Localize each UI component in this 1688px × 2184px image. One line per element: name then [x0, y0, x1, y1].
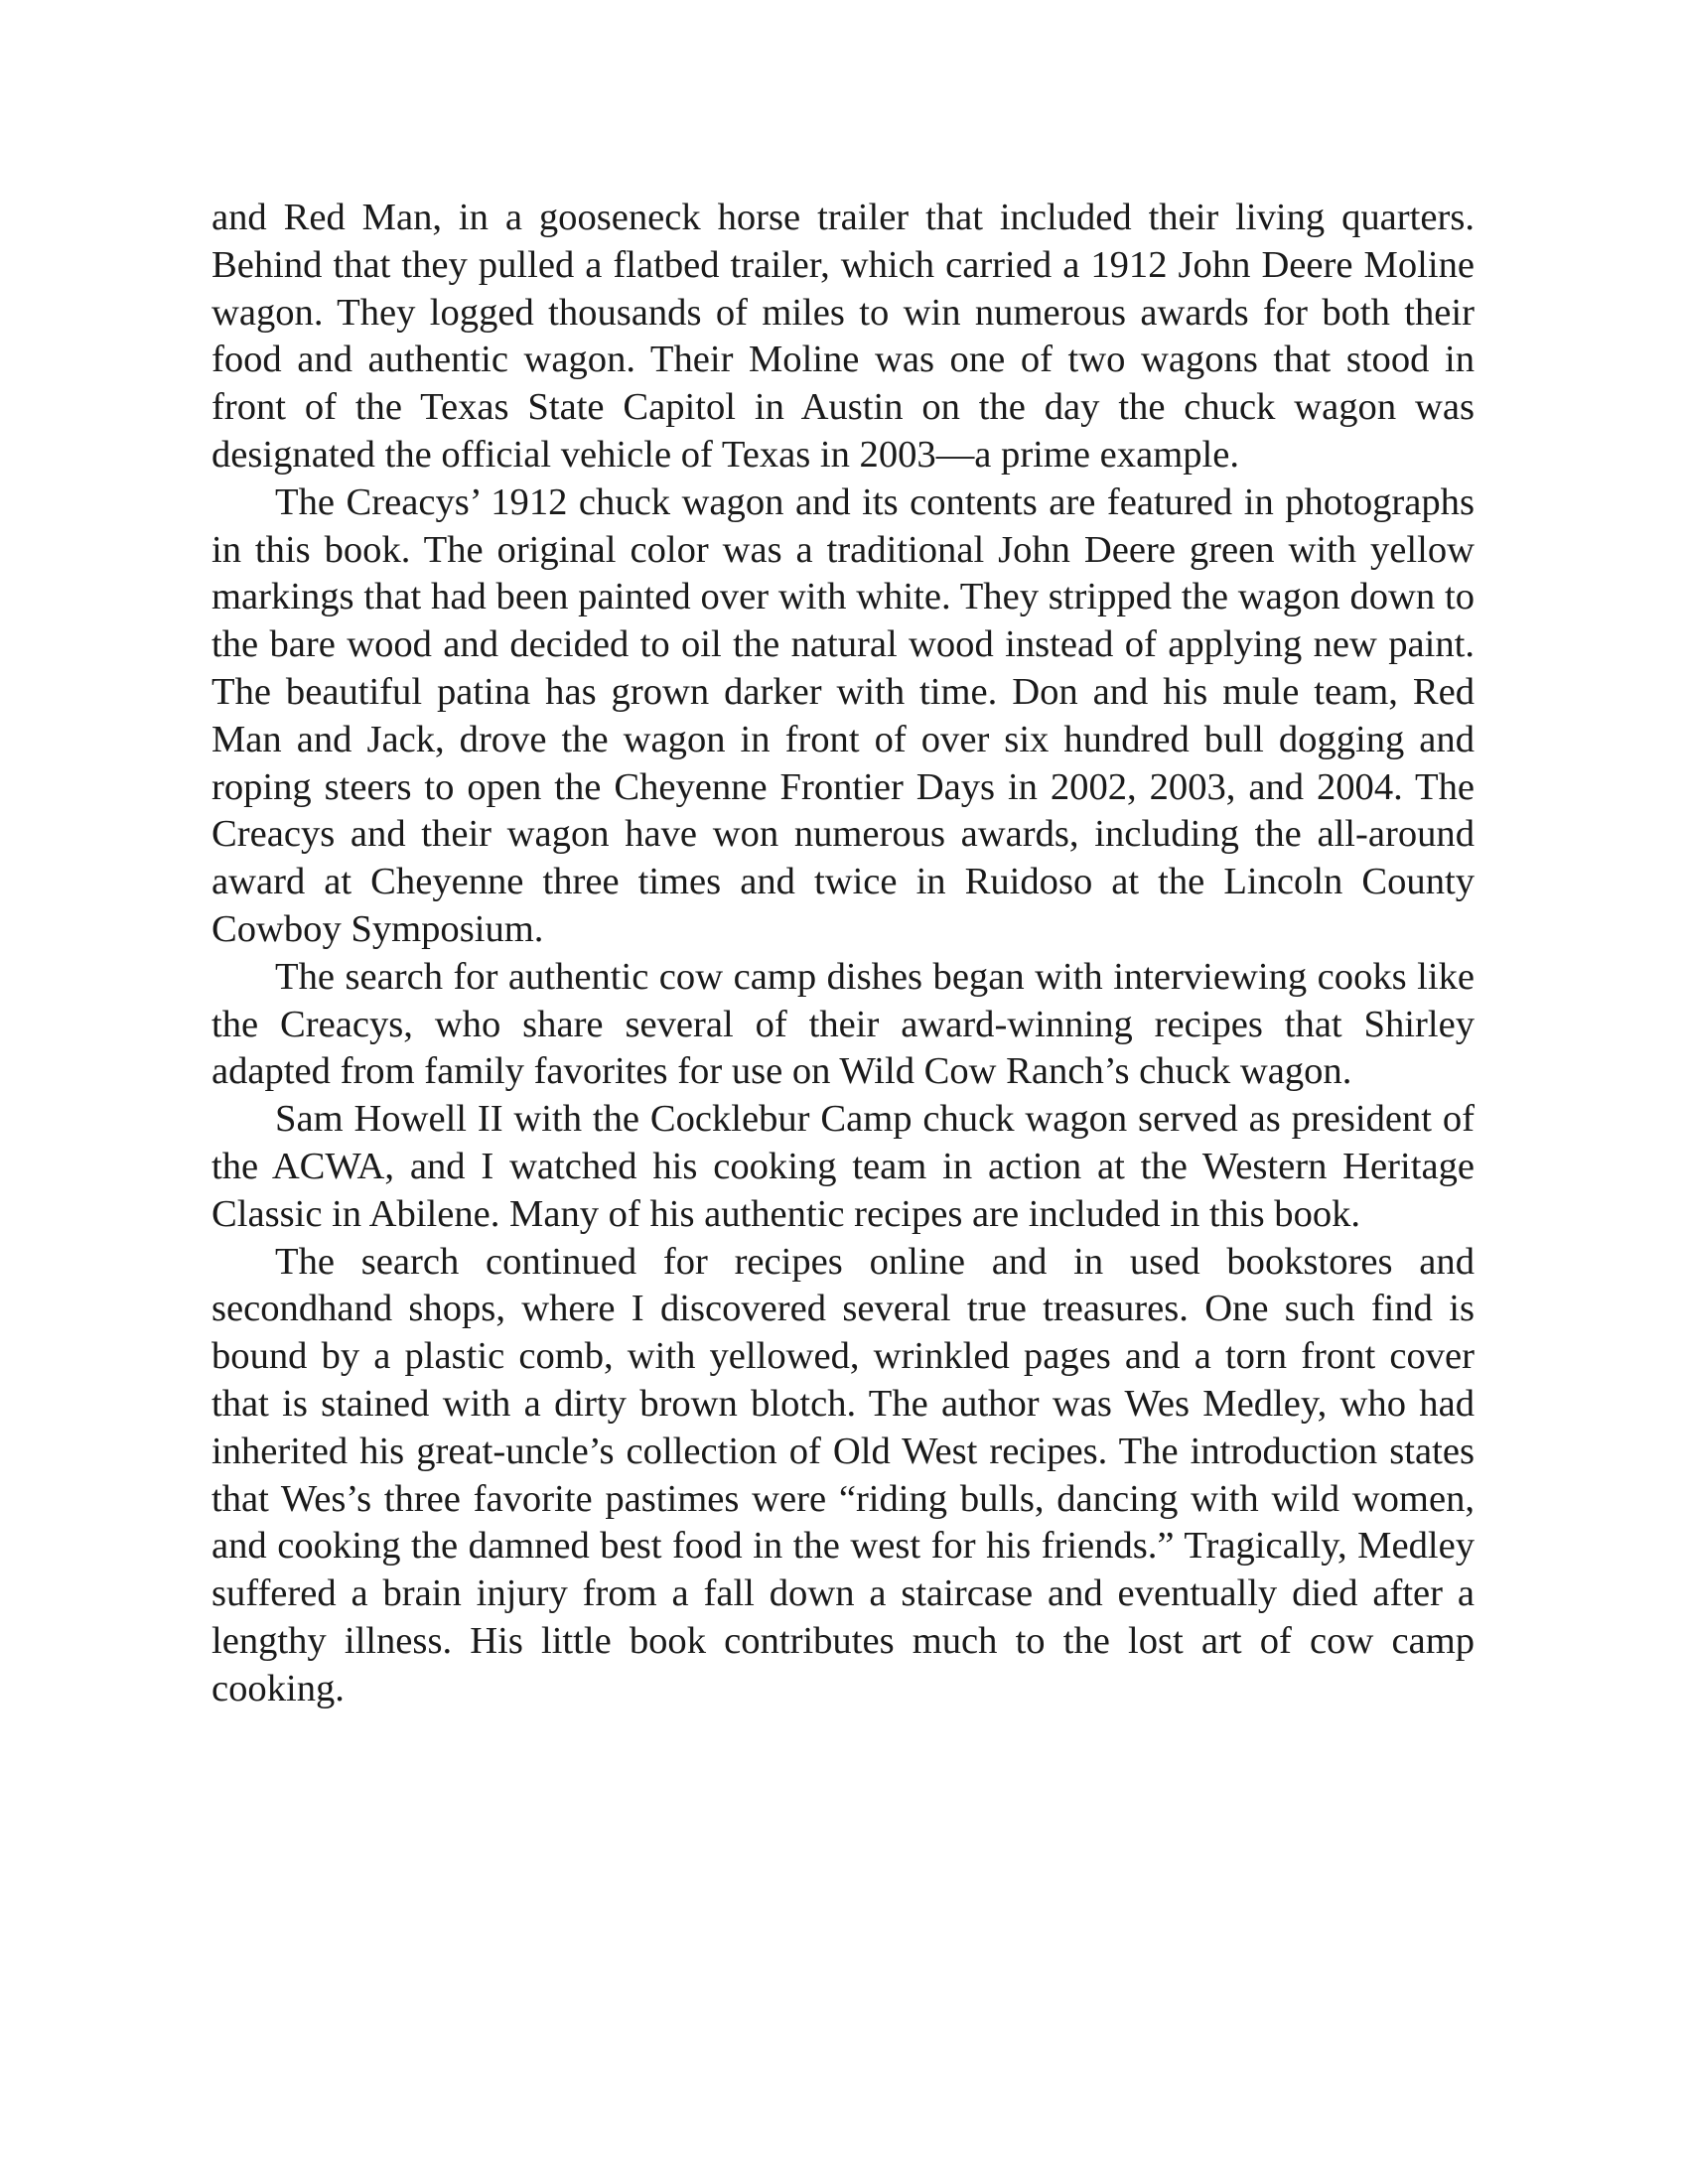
paragraph-search-begins: The search for authentic cow camp dishes began with interviewing cooks like the Creacys, who share several of their award-winning recipes that Shirley adapted from family favorites for use on Wild Cow Ranch’s chuck wagon. [211, 955, 1475, 1093]
page-body [211, 195, 1475, 1713]
paragraph-sam-howell: Sam Howell II with the Cocklebur Camp chuck wagon served as president of the ACWA, and I watched his cooking team in action at the Western Heritage Classic in Abilene. Many of his authentic recipes are included in this book. [211, 1098, 1475, 1235]
paragraph-continued: and Red Man, in a gooseneck horse trailer that included their living quarters. Behind that they pulled a flatbed trailer, which carried a 1912 John Deere Moline wagon. They logged thousands of miles to win numerous awards for both their food and authentic wagon. Their Moline was one of two wagons that stood in front of the Texas State Capitol in Austin on the day the chuck wagon was designated the official vehicle of Texas in 2003—a prime example. [211, 197, 1475, 476]
paragraph-wes-medley: The search continued for recipes online and in used bookstores and secondhand shops, where I discovered several true treasures. One such find is bound by a plastic comb, with yellowed, wrinkled pages and a torn front cover that is stained with a dirty brown blotch. The author was Wes Medley, who had inherited his great-uncle’s collection of Old West recipes. The introduction states that Wes’s three favorite pastimes were “riding bulls, dancing with wild women, and cooking the damned best food in the west for his friends.” Tragically, Medley suffered a brain injury from a fall down a staircase and eventually died after a lengthy illness. His little book contributes much to the lost art of cow camp cooking. [211, 1240, 1475, 1709]
paragraph-creacys-wagon: The Creacys’ 1912 chuck wagon and its contents are featured in photographs in this book. The original color was a traditional John Deere green with yellow markings that had been painted over with white. They stripped the wagon down to the bare wood and decided to oil the natural wood instead of applying new paint. The beautiful patina has grown darker with time. Don and his mule team, Red Man and Jack, drove the wagon in front of over six hundred bull dogging and roping steers to open the Cheyenne Frontier Days in 2002, 2003, and 2004. The Creacys and their wagon have won numerous awards, including the all-around award at Cheyenne three times and twice in Ruidoso at the Lincoln County Cowboy Symposium. [211, 480, 1475, 950]
